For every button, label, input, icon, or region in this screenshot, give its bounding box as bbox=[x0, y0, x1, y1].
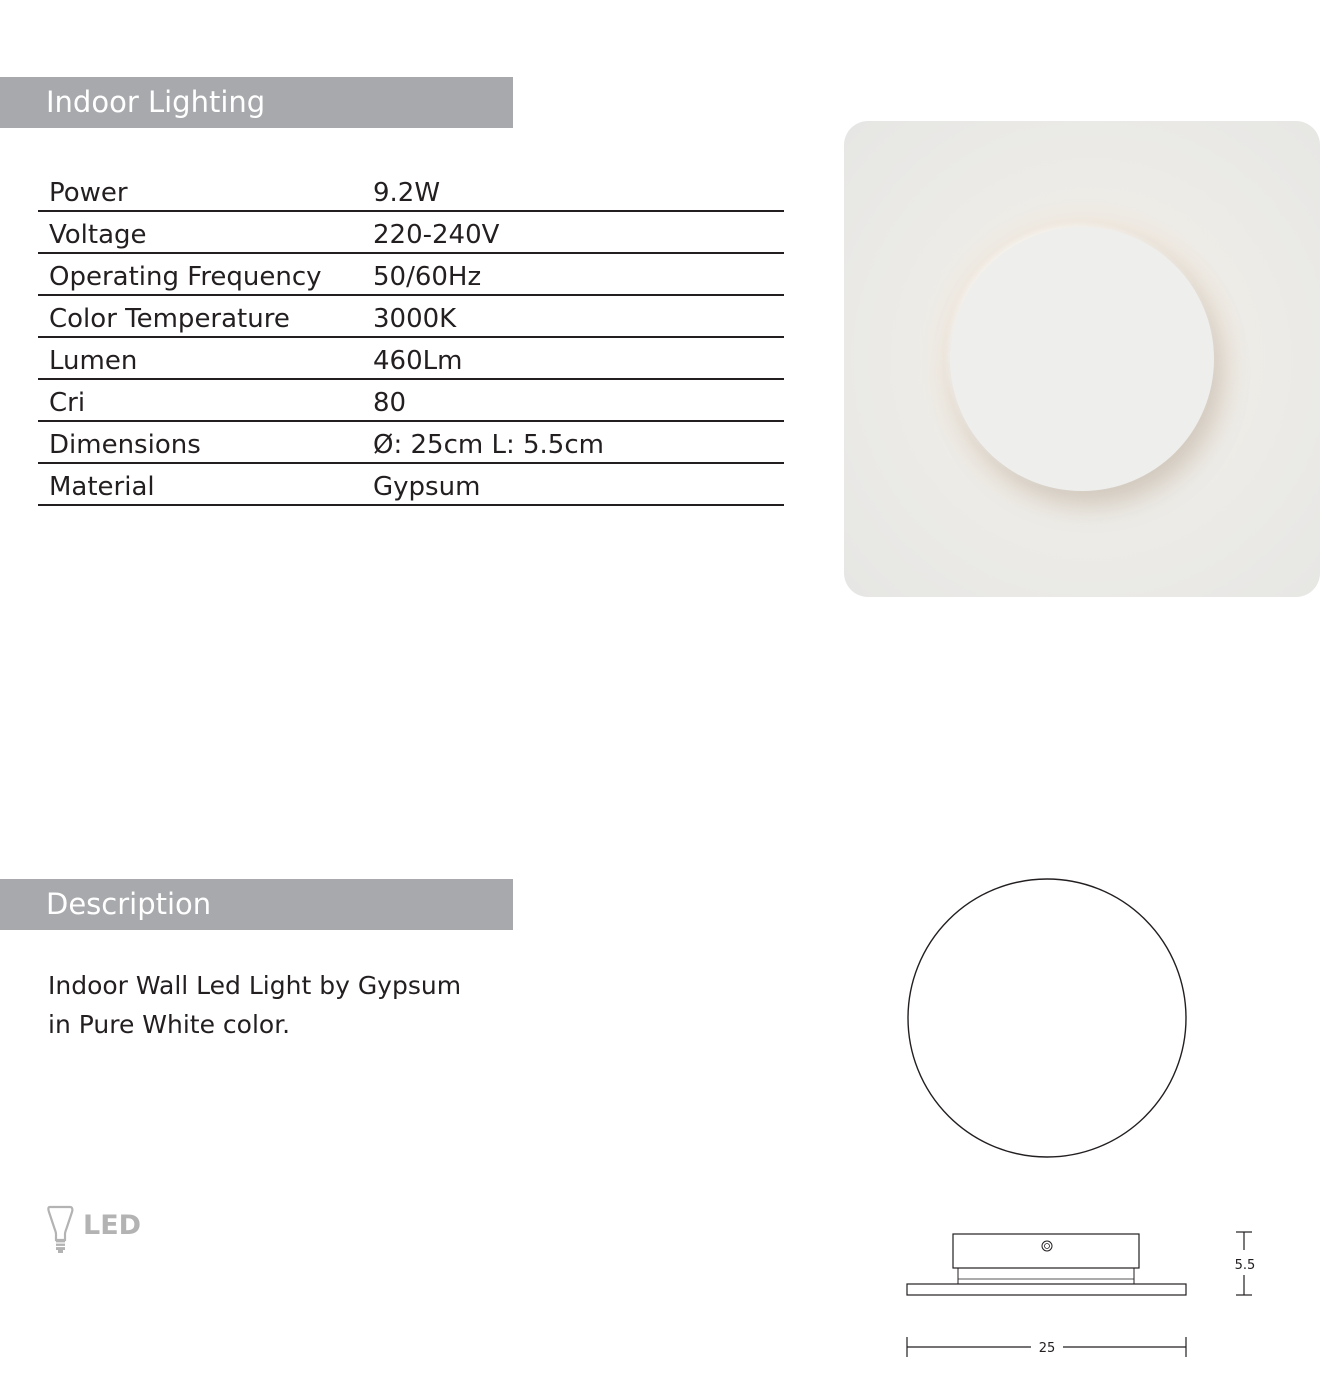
description-text bbox=[48, 966, 461, 1044]
screw-icon bbox=[1042, 1241, 1052, 1251]
spec-value: Ø: 25cm L: 5.5cm bbox=[373, 430, 604, 460]
spec-label: Lumen bbox=[49, 346, 138, 376]
description-title: Description bbox=[46, 887, 212, 921]
spec-row-cri bbox=[38, 380, 784, 422]
spec-row-voltage bbox=[38, 212, 784, 254]
spec-value: 9.2W bbox=[373, 178, 441, 208]
spec-row-power bbox=[38, 170, 784, 212]
spec-label: Operating Frequency bbox=[49, 262, 322, 292]
width-dimension-label: 25 bbox=[1038, 1341, 1056, 1356]
spec-label: Color Temperature bbox=[49, 304, 290, 334]
product-photo bbox=[844, 121, 1320, 597]
spec-label: Power bbox=[49, 178, 128, 208]
light-bulb-icon bbox=[46, 1203, 76, 1255]
spec-row-frequency bbox=[38, 254, 784, 296]
spec-row-color-temperature bbox=[38, 296, 784, 338]
spec-value: 50/60Hz bbox=[373, 262, 482, 292]
spec-value: Gypsum bbox=[373, 472, 481, 502]
spec-value: 80 bbox=[373, 388, 407, 418]
led-badge bbox=[46, 1203, 156, 1255]
spec-label: Dimensions bbox=[49, 430, 201, 460]
indoor-lighting-header bbox=[0, 77, 513, 128]
description-line: Indoor Wall Led Light by Gypsum bbox=[48, 971, 462, 1000]
spec-row-material bbox=[38, 464, 784, 506]
photo-lamp-disc bbox=[950, 227, 1214, 491]
spec-label: Voltage bbox=[49, 220, 147, 250]
spec-value: 460Lm bbox=[373, 346, 463, 376]
spec-label: Material bbox=[49, 472, 155, 502]
specs-table bbox=[38, 170, 784, 506]
side-view-mount bbox=[958, 1268, 1134, 1284]
led-label: LED bbox=[83, 1210, 142, 1241]
indoor-lighting-title: Indoor Lighting bbox=[46, 85, 266, 119]
front-view-circle bbox=[908, 879, 1186, 1157]
technical-drawing bbox=[890, 870, 1270, 1365]
spec-row-lumen bbox=[38, 338, 784, 380]
height-dimension-label: 5.5 bbox=[1234, 1258, 1256, 1273]
spec-row-dimensions bbox=[38, 422, 784, 464]
spec-value: 220-240V bbox=[373, 220, 500, 250]
spec-label: Cri bbox=[49, 388, 86, 418]
side-view-plate bbox=[907, 1284, 1186, 1295]
spec-value: 3000K bbox=[373, 304, 457, 334]
description-line: in Pure White color. bbox=[48, 1010, 291, 1039]
description-header bbox=[0, 879, 513, 930]
